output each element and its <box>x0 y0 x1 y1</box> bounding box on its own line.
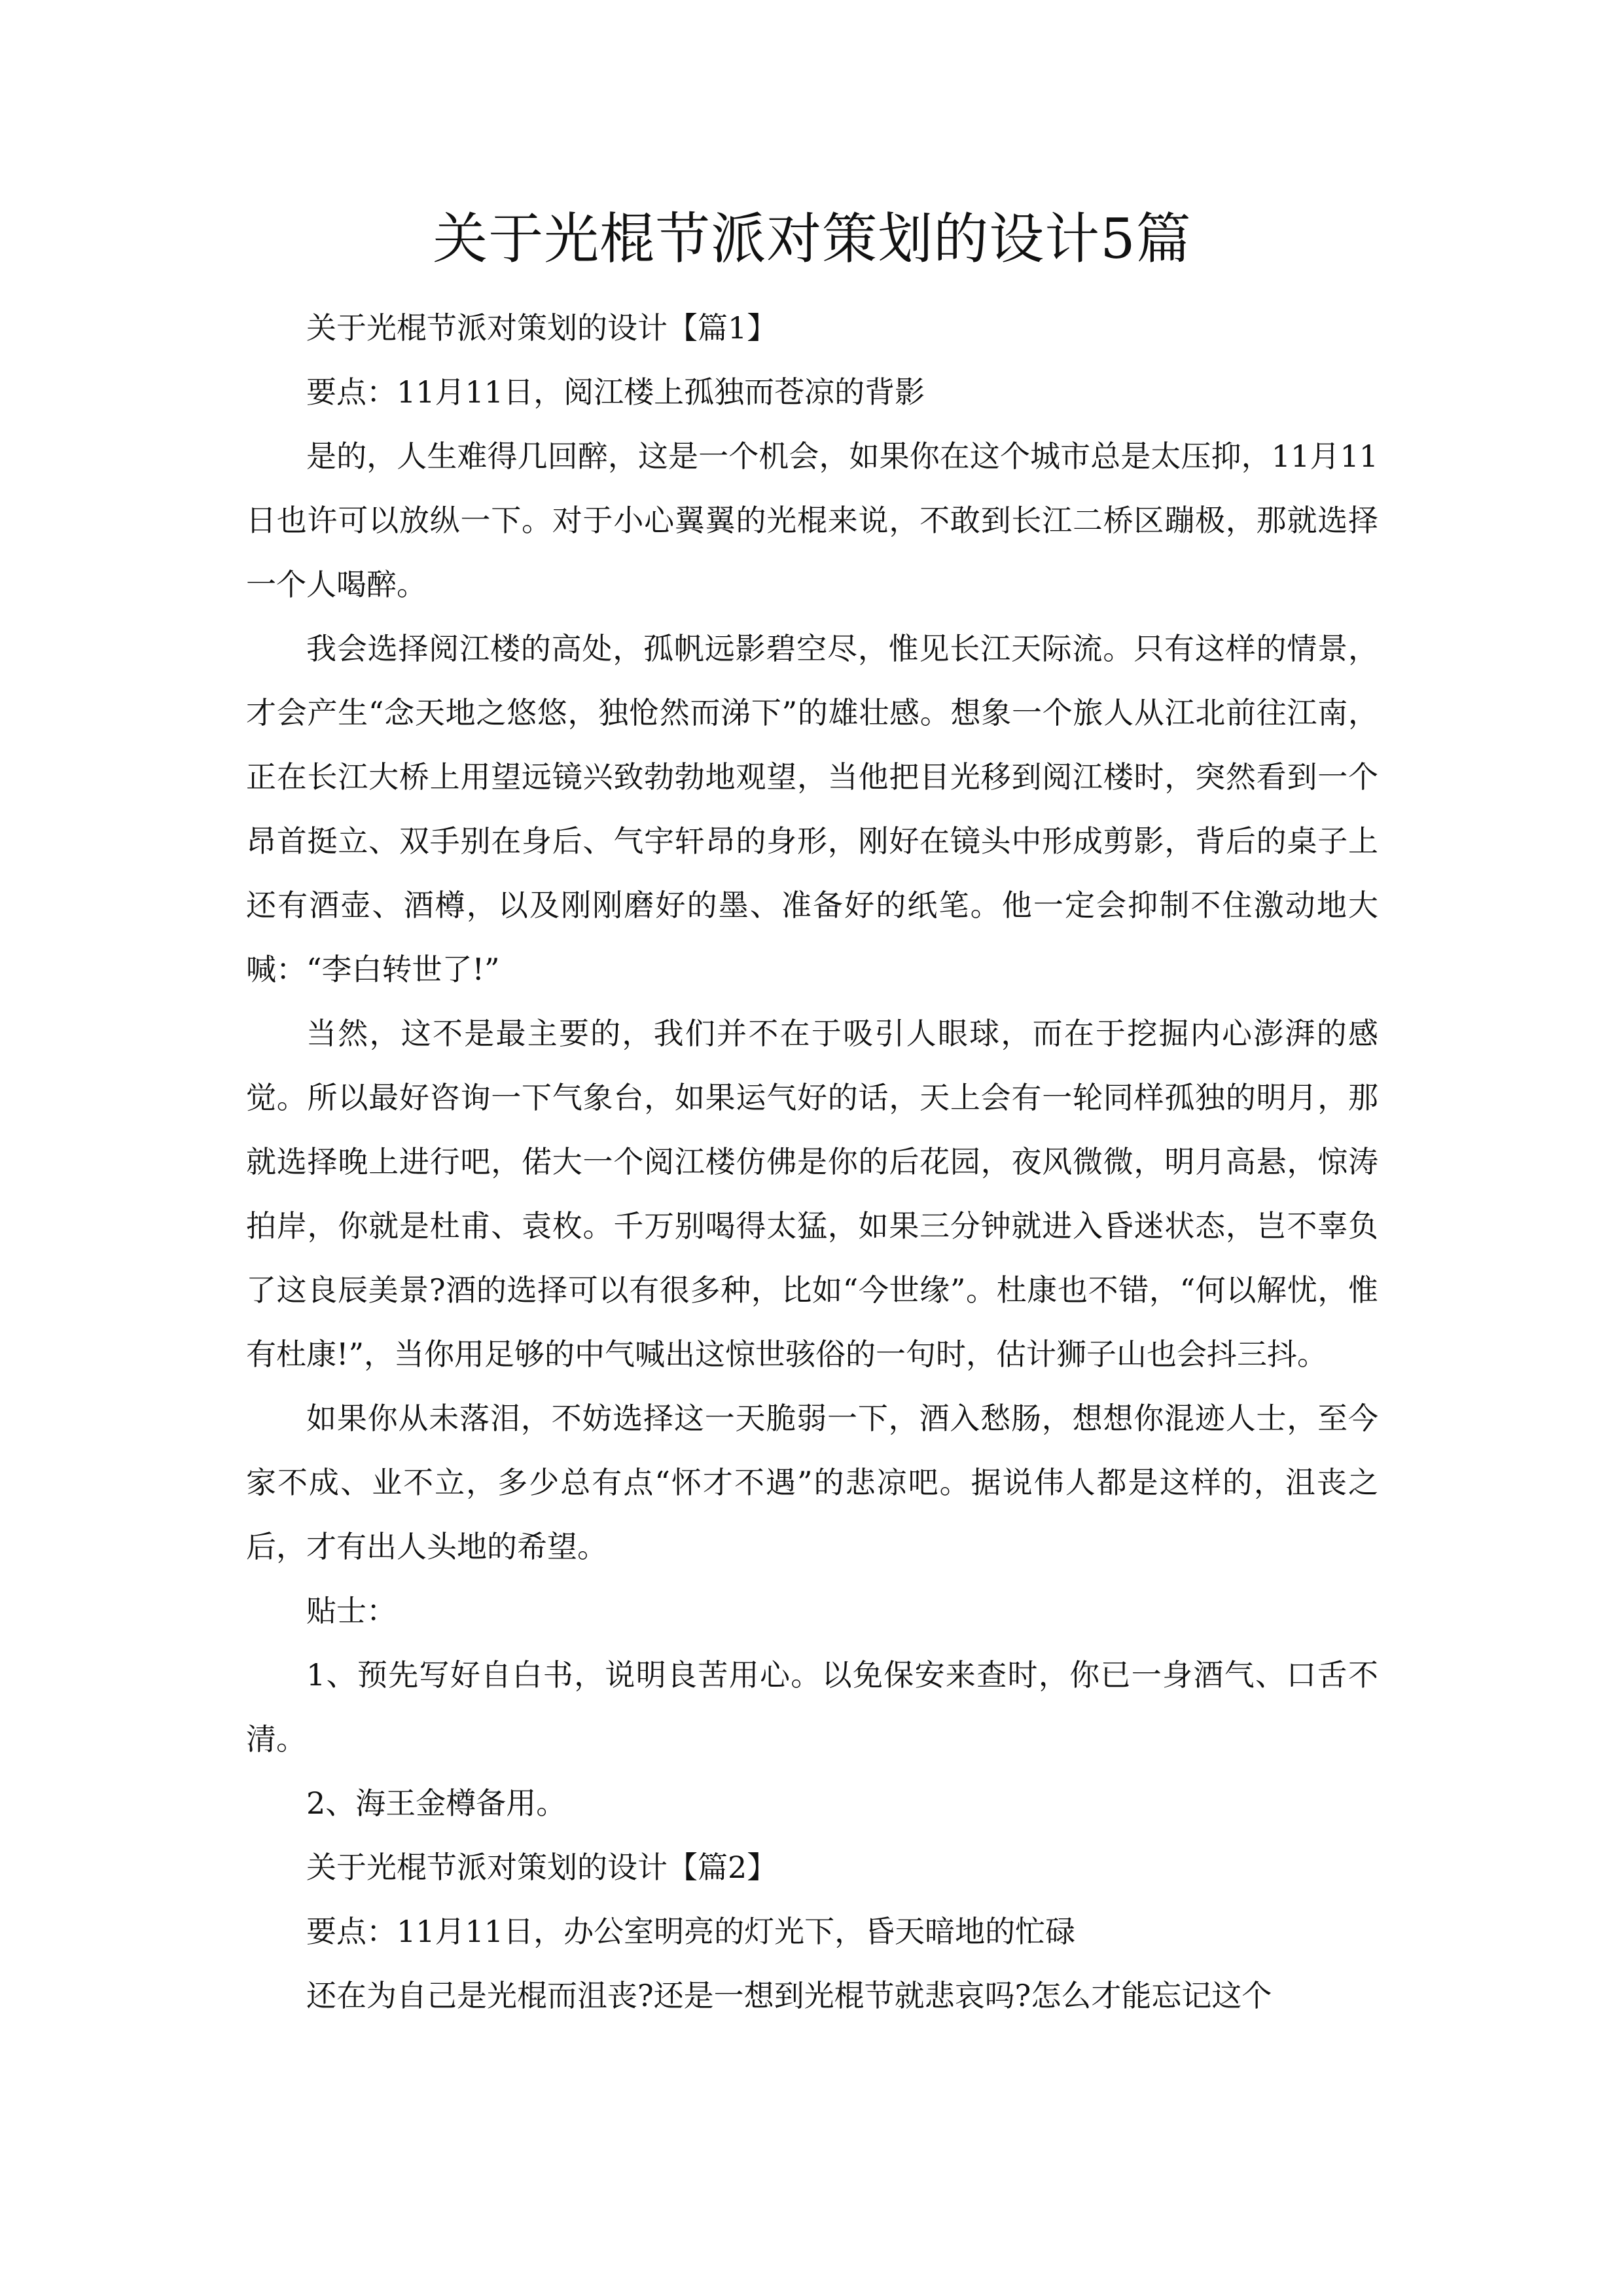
tip-item: 2、海王金樽备用。 <box>306 1785 567 1821</box>
document-page <box>246 196 1378 2028</box>
key-point: 要点：11月11日，办公室明亮的灯光下，昏天暗地的忙碌 <box>306 1914 1076 1949</box>
key-point: 要点：11月11日，阅江楼上孤独而苍凉的背影 <box>306 374 925 410</box>
body-paragraph: 如果你从未落泪，不妨选择这一天脆弱一下，酒入愁肠，想想你混迹人士，至今家不成、业不立，多少总有点“怀才不遇”的悲凉吧。据说伟人都是这样的，沮丧之后，才有出人头地的希望。 <box>246 1401 1378 1564</box>
section-heading: 关于光棍节派对策划的设计【篇2】 <box>306 1850 777 1885</box>
tip-item: 1、预先写好自白书，说明良苦用心。以免保安来查时，你已一身酒气、口舌不清。 <box>246 1657 1378 1757</box>
body-paragraph: 当然，这不是最主要的，我们并不在于吸引人眼球，而在于挖掘内心澎湃的感觉。所以最好咨询一下气象台，如果运气好的话，天上会有一轮同样孤独的明月，那就选择晚上进行吧，偌大一个阅江楼仿佛是你的后花园，夜风微微，明月高悬，惊涛拍岸，你就是杜甫、袁枚。千万别喝得太猛，如果三分钟就进入昏迷状态，岂不辜负了这良辰美景?酒的选择可以有很多种，比如“今世缘”。杜康也不错，“何以解忧，惟有杜康!”，当你用足够的中气喊出这惊世骇俗的一句时，估计狮子山也会抖三抖。 <box>246 1016 1378 1372</box>
document-title: 关于光棍节派对策划的设计5篇 <box>433 207 1192 271</box>
body-paragraph: 我会选择阅江楼的高处，孤帆远影碧空尽，惟见长江天际流。只有这样的情景，才会产生“念天地之悠悠，独怆然而涕下”的雄壮感。想象一个旅人从江北前往江南，正在长江大桥上用望远镜兴致勃勃地观望，当他把目光移到阅江楼时，突然看到一个昂首挺立、双手别在身后、气宇轩昂的身形，刚好在镜头中形成剪影，背后的桌子上还有酒壶、酒樽，以及刚刚磨好的墨、准备好的纸笔。他一定会抑制不住激动地大喊：“李白转世了!” <box>246 631 1378 987</box>
body-paragraph: 还在为自己是光棍而沮丧?还是一想到光棍节就悲哀吗?怎么才能忘记这个 <box>306 1978 1272 2013</box>
body-paragraph: 是的，人生难得几回醉，这是一个机会，如果你在这个城市总是太压抑，11月11日也许可以放纵一下。对于小心翼翼的光棍来说，不敢到长江二桥区蹦极，那就选择一个人喝醉。 <box>246 439 1378 602</box>
tips-heading: 贴士： <box>306 1593 397 1628</box>
section-heading: 关于光棍节派对策划的设计【篇1】 <box>306 310 777 346</box>
